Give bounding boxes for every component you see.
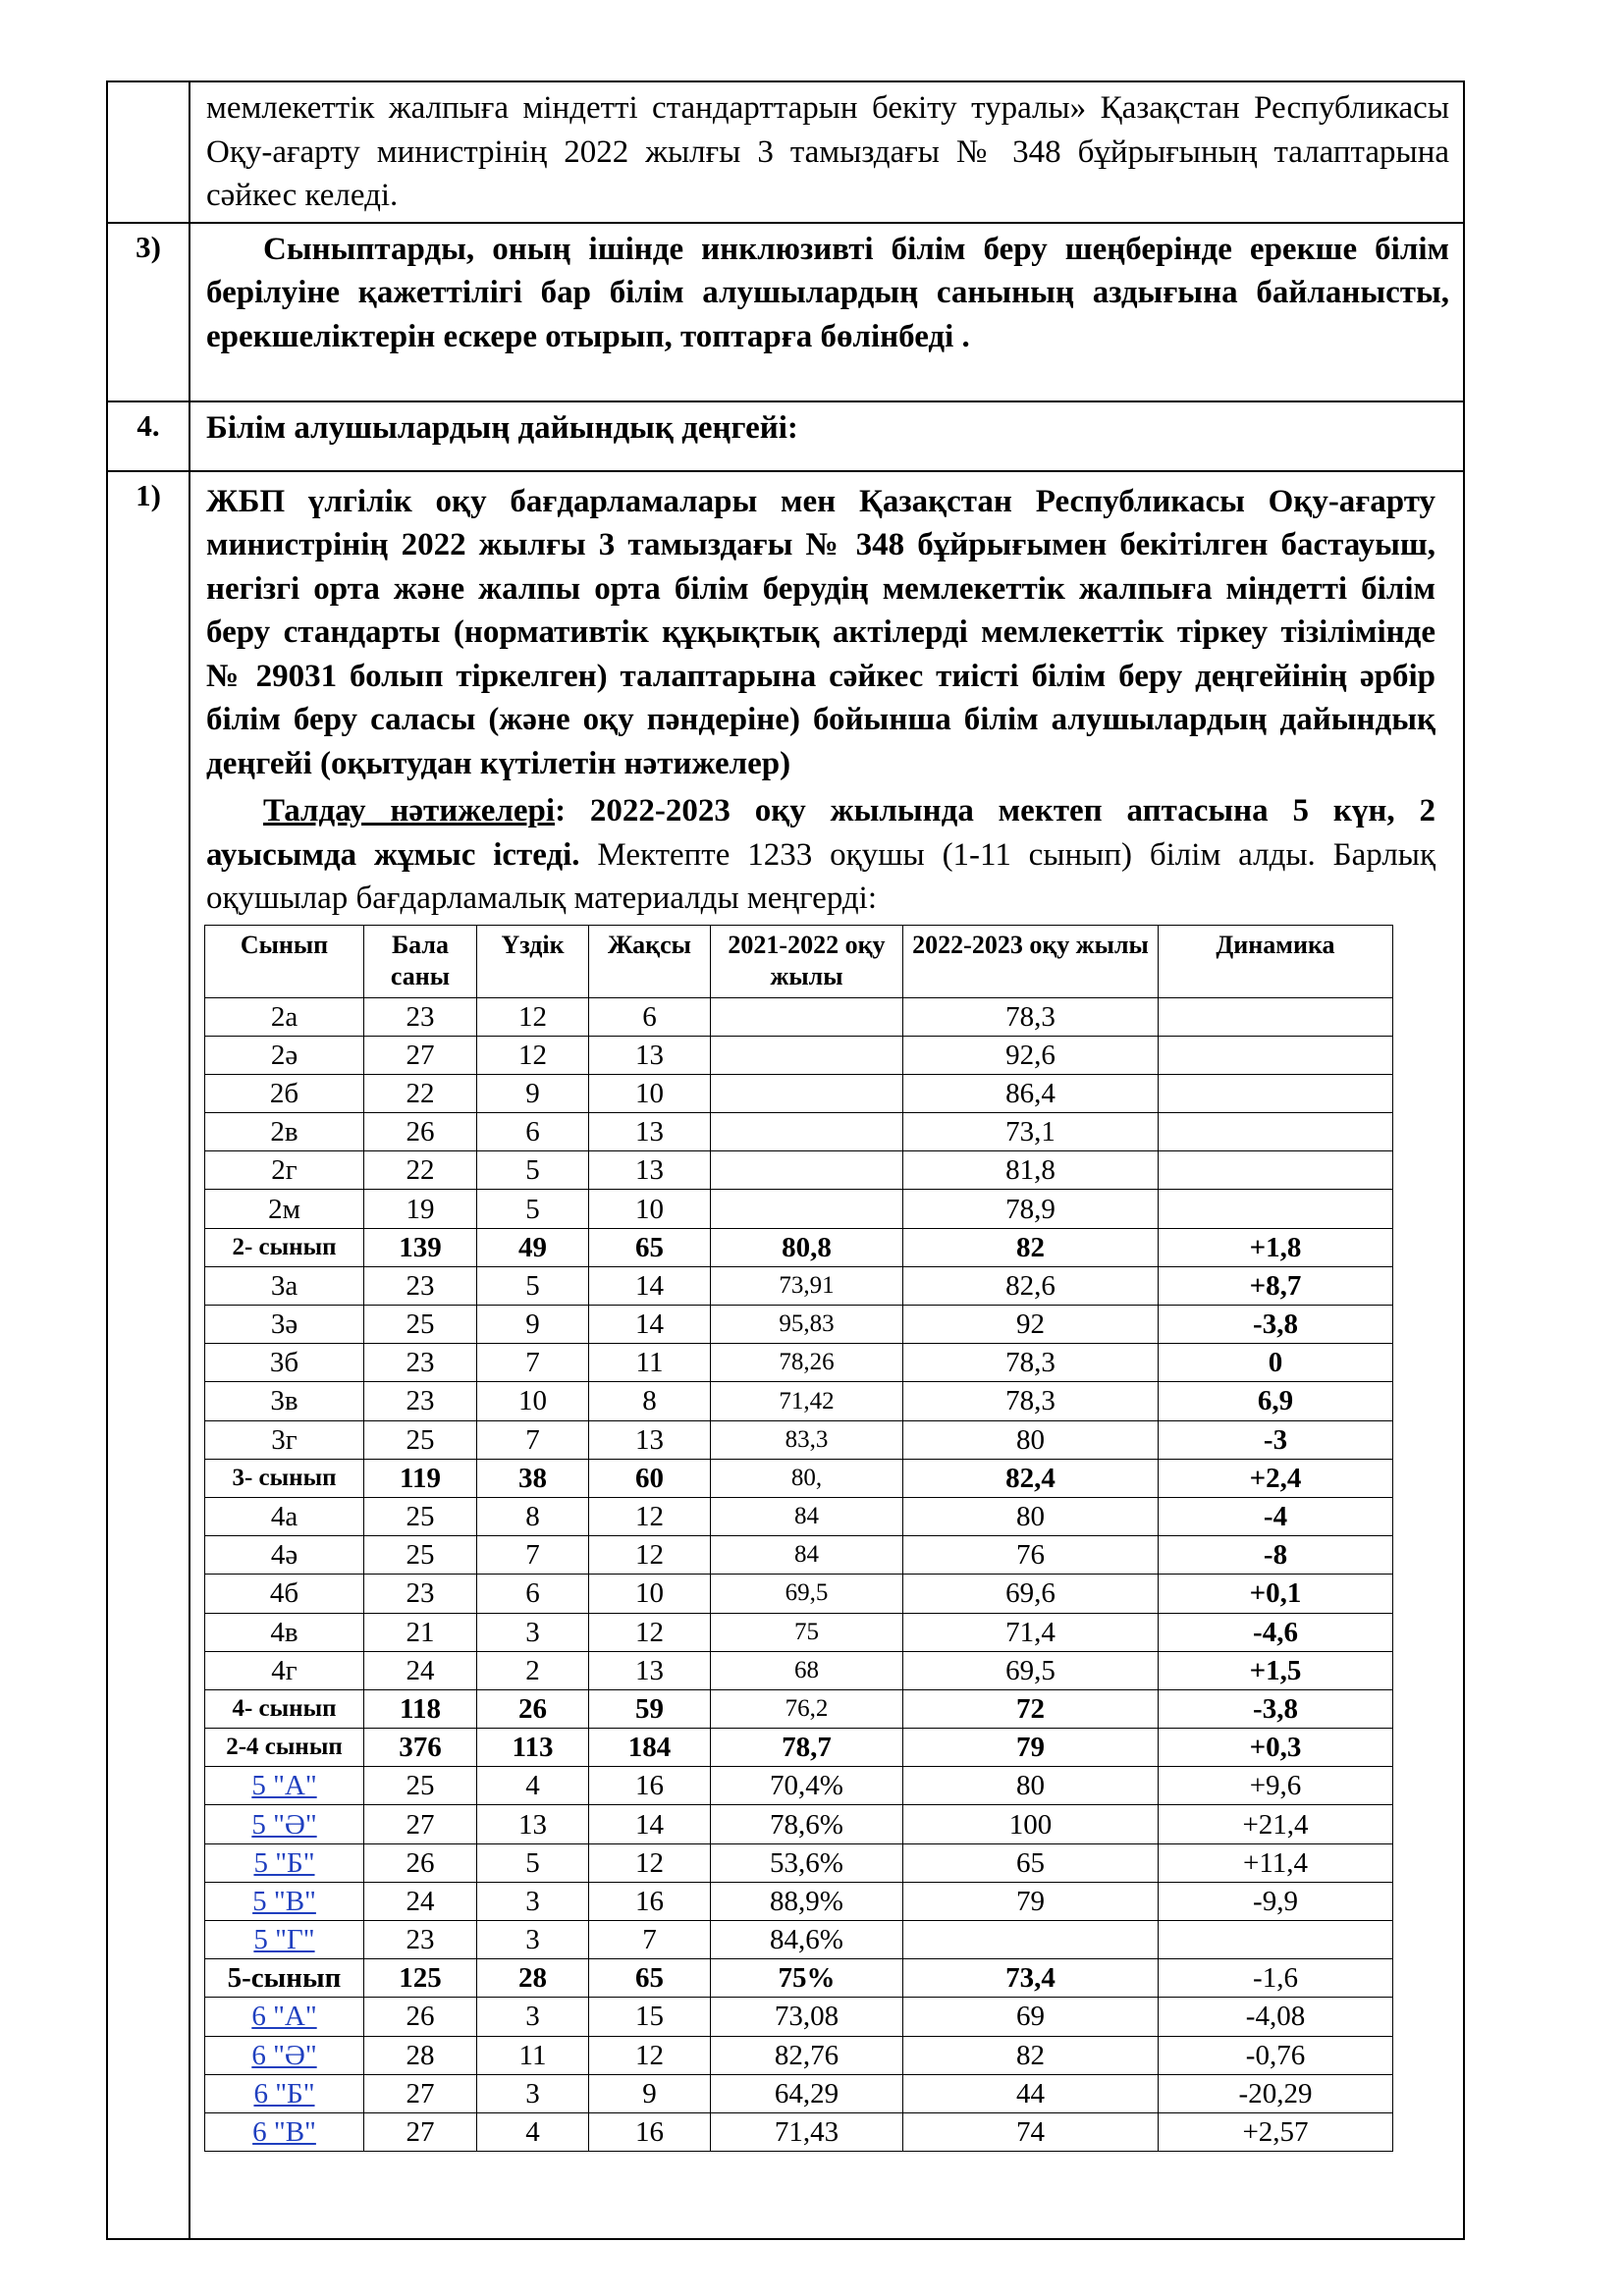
class-cell: 3ә: [205, 1306, 364, 1344]
value-cell: 79: [903, 1882, 1159, 1920]
value-cell: 16: [589, 1767, 711, 1805]
class-cell: 4а: [205, 1497, 364, 1535]
value-cell: 75: [711, 1613, 903, 1651]
table-row: [205, 1729, 1393, 1767]
value-cell: 8: [589, 1382, 711, 1420]
table-row: [205, 1074, 1393, 1112]
value-cell: 76,2: [711, 1689, 903, 1728]
value-cell: 73,1: [903, 1113, 1159, 1151]
value-cell: 12: [589, 1536, 711, 1575]
value-cell: 70,4%: [711, 1767, 903, 1805]
value-cell: 15: [589, 1998, 711, 2036]
value-cell: 14: [589, 1266, 711, 1305]
value-cell: 23: [364, 1266, 477, 1305]
doc-row: [107, 81, 1464, 223]
value-cell: 80: [903, 1420, 1159, 1459]
analysis-bold-text: 2022-2023 оқу жылында мектеп аптасына 5 күн, 2 ауысымда жұмыс істеді.: [206, 793, 1435, 873]
value-cell: 27: [364, 1805, 477, 1843]
value-cell: -8: [1159, 1536, 1393, 1575]
value-cell: 73,91: [711, 1266, 903, 1305]
class-cell: 4г: [205, 1651, 364, 1689]
value-cell: 53,6%: [711, 1843, 903, 1882]
class-link[interactable]: 5 "Г": [253, 1924, 315, 1956]
value-cell: 28: [364, 2036, 477, 2074]
value-cell: [1159, 1113, 1393, 1151]
value-cell: 23: [364, 997, 477, 1036]
value-cell: +2,4: [1159, 1459, 1393, 1497]
value-cell: 11: [589, 1344, 711, 1382]
value-cell: [1159, 1190, 1393, 1228]
value-cell: 12: [589, 1843, 711, 1882]
value-cell: 3: [477, 1998, 589, 2036]
value-cell: 23: [364, 1575, 477, 1613]
row-text: Сыныптарды, оның ішінде инклюзивті білім беру шеңберінде ерекше білім берілуіне қажеттілігі бар білім алушылардың санының аздығына байланысты, ерекшеліктерін ескере отырып, топтарға бөлінбеді .: [189, 223, 1464, 401]
value-cell: [711, 1151, 903, 1190]
header-class: Сынып: [205, 925, 364, 997]
value-cell: -1,6: [1159, 1959, 1393, 1998]
header-2021-2022: 2021-2022 оқу жылы: [711, 925, 903, 997]
value-cell: 22: [364, 1151, 477, 1190]
value-cell: 69,6: [903, 1575, 1159, 1613]
class-link-cell: [205, 1998, 364, 2036]
value-cell: 72: [903, 1689, 1159, 1728]
class-cell: 2а: [205, 997, 364, 1036]
table-row: [205, 1497, 1393, 1535]
header-good: Жақсы: [589, 925, 711, 997]
table-row: [205, 1420, 1393, 1459]
class-link-cell: [205, 1843, 364, 1882]
table-row: [205, 1921, 1393, 1959]
row-number: 3): [107, 223, 189, 401]
table-row: [205, 1959, 1393, 1998]
table-row: [205, 1689, 1393, 1728]
doc-row: [107, 471, 1464, 2240]
value-cell: 13: [589, 1036, 711, 1074]
value-cell: 82: [903, 2036, 1159, 2074]
value-cell: 5: [477, 1151, 589, 1190]
value-cell: 25: [364, 1767, 477, 1805]
analysis-label: Талдау нәтижелері: [263, 793, 556, 828]
value-cell: [1159, 1074, 1393, 1112]
value-cell: -20,29: [1159, 2074, 1393, 2112]
value-cell: 44: [903, 2074, 1159, 2112]
value-cell: 75%: [711, 1959, 903, 1998]
table-row: [205, 1382, 1393, 1420]
class-cell: 4в: [205, 1613, 364, 1651]
value-cell: 10: [477, 1382, 589, 1420]
value-cell: [711, 997, 903, 1036]
value-cell: 25: [364, 1306, 477, 1344]
value-cell: 74: [903, 2112, 1159, 2151]
value-cell: 14: [589, 1805, 711, 1843]
value-cell: 82,6: [903, 1266, 1159, 1305]
value-cell: 82,76: [711, 2036, 903, 2074]
value-cell: 2: [477, 1651, 589, 1689]
value-cell: 25: [364, 1497, 477, 1535]
value-cell: 3: [477, 1921, 589, 1959]
value-cell: 68: [711, 1651, 903, 1689]
value-cell: 65: [589, 1959, 711, 1998]
row-content: [189, 471, 1464, 2240]
value-cell: 118: [364, 1689, 477, 1728]
value-cell: 79: [903, 1729, 1159, 1767]
class-link-cell: [205, 2074, 364, 2112]
table-row: [205, 1344, 1393, 1382]
value-cell: -0,76: [1159, 2036, 1393, 2074]
table-row: [205, 1228, 1393, 1266]
value-cell: 16: [589, 1882, 711, 1920]
class-cell: 3в: [205, 1382, 364, 1420]
value-cell: 113: [477, 1729, 589, 1767]
value-cell: 6: [477, 1575, 589, 1613]
value-cell: 100: [903, 1805, 1159, 1843]
value-cell: 84: [711, 1497, 903, 1535]
value-cell: +1,8: [1159, 1228, 1393, 1266]
class-cell: 3а: [205, 1266, 364, 1305]
row-number: 4.: [107, 401, 189, 471]
header-2022-2023: 2022-2023 оқу жылы: [903, 925, 1159, 997]
value-cell: 84,6%: [711, 1921, 903, 1959]
class-cell: 2м: [205, 1190, 364, 1228]
value-cell: +8,7: [1159, 1266, 1393, 1305]
value-cell: 26: [477, 1689, 589, 1728]
value-cell: 92,6: [903, 1036, 1159, 1074]
doc-row: [107, 223, 1464, 401]
class-link[interactable]: 5 "Ә": [251, 1808, 317, 1841]
value-cell: [711, 1036, 903, 1074]
header-excellent: Үздік: [477, 925, 589, 997]
table-row: [205, 1805, 1393, 1843]
analysis-colon: :: [555, 793, 567, 828]
table-row: [205, 1459, 1393, 1497]
value-cell: 12: [477, 1036, 589, 1074]
value-cell: 23: [364, 1921, 477, 1959]
value-cell: 21: [364, 1613, 477, 1651]
value-cell: 10: [589, 1074, 711, 1112]
value-cell: 10: [589, 1190, 711, 1228]
value-cell: 65: [903, 1843, 1159, 1882]
section-heading: Білім алушылардың дайындық деңгейі:: [189, 401, 1464, 471]
value-cell: +21,4: [1159, 1805, 1393, 1843]
class-link-cell: [205, 2112, 364, 2151]
class-cell: 4б: [205, 1575, 364, 1613]
value-cell: 9: [477, 1074, 589, 1112]
value-cell: 7: [589, 1921, 711, 1959]
value-cell: 86,4: [903, 1074, 1159, 1112]
value-cell: 69: [903, 1998, 1159, 2036]
value-cell: 59: [589, 1689, 711, 1728]
value-cell: 71,4: [903, 1613, 1159, 1651]
class-cell: 3- сынып: [205, 1459, 364, 1497]
row-text: мемлекеттік жалпыға міндетті стандарттарын бекіту туралы» Қазақстан Республикасы Оқу-ағарту министрінің 2022 жылғы 3 тамыздағы № 348 бұйрығының талаптарына сәйкес келеді.: [189, 81, 1464, 223]
value-cell: 9: [477, 1306, 589, 1344]
class-link[interactable]: 6 "Ә": [251, 2039, 317, 2071]
class-cell: 3г: [205, 1420, 364, 1459]
value-cell: 88,9%: [711, 1882, 903, 1920]
value-cell: 125: [364, 1959, 477, 1998]
value-cell: 80: [903, 1767, 1159, 1805]
class-cell: 4ә: [205, 1536, 364, 1575]
value-cell: 13: [589, 1113, 711, 1151]
value-cell: 4: [477, 2112, 589, 2151]
value-cell: [1159, 1036, 1393, 1074]
value-cell: 139: [364, 1228, 477, 1266]
value-cell: 80,: [711, 1459, 903, 1497]
table-row: [205, 2036, 1393, 2074]
class-link[interactable]: 6 "Б": [253, 2077, 315, 2109]
class-cell: 2- сынып: [205, 1228, 364, 1266]
class-cell: 2г: [205, 1151, 364, 1190]
row-number: [107, 81, 189, 223]
value-cell: -4: [1159, 1497, 1393, 1535]
value-cell: 5: [477, 1190, 589, 1228]
value-cell: 26: [364, 1998, 477, 2036]
value-cell: 64,29: [711, 2074, 903, 2112]
value-cell: [711, 1074, 903, 1112]
value-cell: 83,3: [711, 1420, 903, 1459]
value-cell: 13: [589, 1651, 711, 1689]
value-cell: 27: [364, 2112, 477, 2151]
table-row: [205, 1190, 1393, 1228]
value-cell: 78,9: [903, 1190, 1159, 1228]
value-cell: 82,4: [903, 1459, 1159, 1497]
value-cell: 11: [477, 2036, 589, 2074]
value-cell: +2,57: [1159, 2112, 1393, 2151]
value-cell: 69,5: [903, 1651, 1159, 1689]
table-row: [205, 1767, 1393, 1805]
class-cell: 5-сынып: [205, 1959, 364, 1998]
analysis-paragraph: [190, 789, 1449, 925]
value-cell: 95,83: [711, 1306, 903, 1344]
class-link[interactable]: 6 "В": [252, 2116, 316, 2149]
value-cell: 27: [364, 2074, 477, 2112]
value-cell: [1159, 997, 1393, 1036]
document-table: [106, 80, 1465, 2240]
value-cell: 7: [477, 1536, 589, 1575]
class-link-cell: [205, 1921, 364, 1959]
value-cell: -4,6: [1159, 1613, 1393, 1651]
value-cell: 13: [477, 1805, 589, 1843]
value-cell: 69,5: [711, 1575, 903, 1613]
class-cell: 2-4 сынып: [205, 1729, 364, 1767]
value-cell: +1,5: [1159, 1651, 1393, 1689]
value-cell: 80,8: [711, 1228, 903, 1266]
analysis-text: Мектепте 1233 оқушы (1-11 сынып) білім алды. Барлық оқушылар бағдарламалық материалды меңгерді:: [206, 836, 1435, 916]
value-cell: 16: [589, 2112, 711, 2151]
value-cell: -9,9: [1159, 1882, 1393, 1920]
row-text: ЖБП үлгілік оқу бағдарламалары мен Қазақстан Республикасы Оқу-ағарту министрінің 2022 жылғы 3 тамыздағы № 348 бұйрығымен бекітілген бастауыш, негізгі орта және жалпы орта білім берудің мемлекеттік жалпыға міндетті білім беру стандарты (нормативтік құқықтық актілерді мемлекеттік тіркеу тізілімінде № 29031 болып тіркелген) талаптарына сәйкес тиісті білім беру деңгейінің әрбір білім беру саласы (және оқу пәндеріне) бойынша білім алушылардың дайындық деңгейі (оқытудан күтілетін нәтижелер): [206, 483, 1435, 781]
value-cell: 73,4: [903, 1959, 1159, 1998]
table-row: [205, 1651, 1393, 1689]
class-cell: 4- сынып: [205, 1689, 364, 1728]
value-cell: 78,26: [711, 1344, 903, 1382]
value-cell: 71,43: [711, 2112, 903, 2151]
class-link[interactable]: 5 "А": [251, 1770, 317, 1802]
table-row: [205, 1613, 1393, 1651]
value-cell: [711, 1190, 903, 1228]
value-cell: 5: [477, 1266, 589, 1305]
value-cell: 84: [711, 1536, 903, 1575]
value-cell: 22: [364, 1074, 477, 1112]
table-row: [205, 1575, 1393, 1613]
value-cell: 12: [589, 1497, 711, 1535]
value-cell: 184: [589, 1729, 711, 1767]
table-row: [205, 1036, 1393, 1074]
value-cell: +11,4: [1159, 1843, 1393, 1882]
table-row: [205, 997, 1393, 1036]
table-row: [205, 1882, 1393, 1920]
value-cell: 80: [903, 1497, 1159, 1535]
value-cell: 9: [589, 2074, 711, 2112]
value-cell: 14: [589, 1306, 711, 1344]
value-cell: 23: [364, 1344, 477, 1382]
value-cell: 8: [477, 1497, 589, 1535]
value-cell: 25: [364, 1420, 477, 1459]
value-cell: 78,3: [903, 1382, 1159, 1420]
value-cell: 78,7: [711, 1729, 903, 1767]
value-cell: 38: [477, 1459, 589, 1497]
class-link[interactable]: 5 "В": [252, 1885, 316, 1917]
value-cell: 5: [477, 1843, 589, 1882]
value-cell: 73,08: [711, 1998, 903, 2036]
value-cell: 92: [903, 1306, 1159, 1344]
value-cell: 376: [364, 1729, 477, 1767]
value-cell: [903, 1921, 1159, 1959]
value-cell: 12: [589, 2036, 711, 2074]
value-cell: 4: [477, 1767, 589, 1805]
value-cell: 76: [903, 1536, 1159, 1575]
value-cell: [1159, 1151, 1393, 1190]
value-cell: 12: [477, 997, 589, 1036]
table-header-row: [205, 925, 1393, 997]
value-cell: 78,3: [903, 997, 1159, 1036]
value-cell: 71,42: [711, 1382, 903, 1420]
value-cell: 7: [477, 1420, 589, 1459]
value-cell: +9,6: [1159, 1767, 1393, 1805]
value-cell: 3: [477, 2074, 589, 2112]
value-cell: 49: [477, 1228, 589, 1266]
value-cell: 19: [364, 1190, 477, 1228]
row-number: 1): [107, 471, 189, 2240]
table-row: [205, 1113, 1393, 1151]
table-row: [205, 1843, 1393, 1882]
value-cell: 3: [477, 1613, 589, 1651]
value-cell: -3,8: [1159, 1689, 1393, 1728]
value-cell: -3,8: [1159, 1306, 1393, 1344]
value-cell: 23: [364, 1382, 477, 1420]
value-cell: 12: [589, 1613, 711, 1651]
value-cell: 65: [589, 1228, 711, 1266]
value-cell: 10: [589, 1575, 711, 1613]
value-cell: 6: [589, 997, 711, 1036]
value-cell: -3: [1159, 1420, 1393, 1459]
value-cell: 25: [364, 1536, 477, 1575]
results-table: [204, 925, 1393, 2153]
value-cell: 78,6%: [711, 1805, 903, 1843]
value-cell: 26: [364, 1843, 477, 1882]
value-cell: 6: [477, 1113, 589, 1151]
value-cell: +0,1: [1159, 1575, 1393, 1613]
table-row: [205, 2112, 1393, 2151]
class-link-cell: [205, 2036, 364, 2074]
value-cell: 24: [364, 1651, 477, 1689]
value-cell: 7: [477, 1344, 589, 1382]
value-cell: 60: [589, 1459, 711, 1497]
value-cell: 27: [364, 1036, 477, 1074]
value-cell: -4,08: [1159, 1998, 1393, 2036]
doc-row: [107, 401, 1464, 471]
class-cell: 2в: [205, 1113, 364, 1151]
value-cell: 24: [364, 1882, 477, 1920]
table-row: [205, 1266, 1393, 1305]
class-link-cell: [205, 1767, 364, 1805]
value-cell: 78,3: [903, 1344, 1159, 1382]
class-cell: 3б: [205, 1344, 364, 1382]
value-cell: 6,9: [1159, 1382, 1393, 1420]
value-cell: 13: [589, 1420, 711, 1459]
value-cell: 81,8: [903, 1151, 1159, 1190]
value-cell: [711, 1113, 903, 1151]
class-link[interactable]: 6 "А": [251, 2001, 317, 2033]
value-cell: 82: [903, 1228, 1159, 1266]
value-cell: 13: [589, 1151, 711, 1190]
class-cell: 2ә: [205, 1036, 364, 1074]
class-link-cell: [205, 1805, 364, 1843]
value-cell: [1159, 1921, 1393, 1959]
value-cell: 28: [477, 1959, 589, 1998]
table-row: [205, 1151, 1393, 1190]
value-cell: 0: [1159, 1344, 1393, 1382]
value-cell: 119: [364, 1459, 477, 1497]
class-link[interactable]: 5 "Б": [253, 1846, 315, 1879]
value-cell: +0,3: [1159, 1729, 1393, 1767]
table-row: [205, 2074, 1393, 2112]
table-row: [205, 1306, 1393, 1344]
table-row: [205, 1536, 1393, 1575]
class-link-cell: [205, 1882, 364, 1920]
header-count: Бала саны: [364, 925, 477, 997]
table-row: [205, 1998, 1393, 2036]
value-cell: 3: [477, 1882, 589, 1920]
header-dynamics: Динамика: [1159, 925, 1393, 997]
value-cell: 26: [364, 1113, 477, 1151]
class-cell: 2б: [205, 1074, 364, 1112]
